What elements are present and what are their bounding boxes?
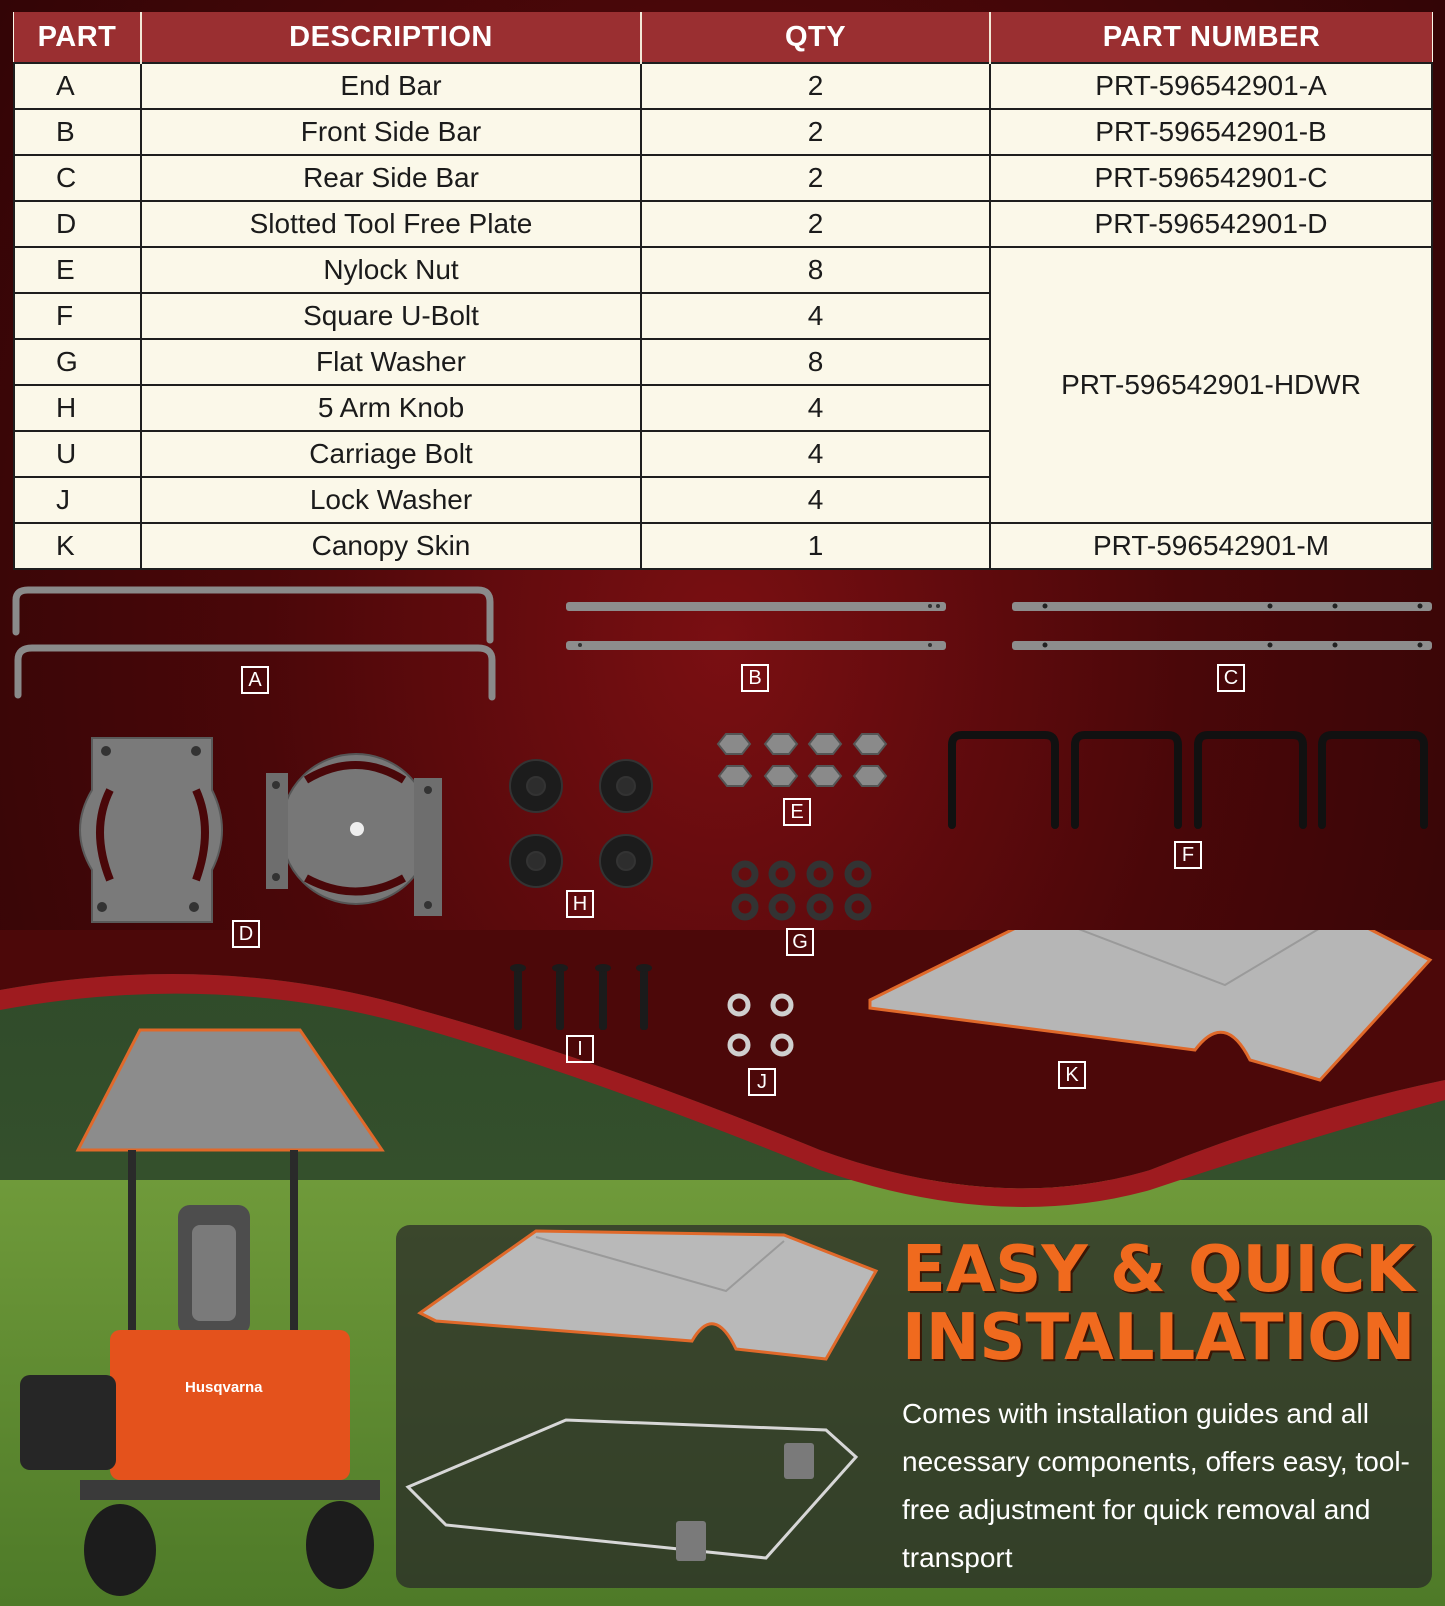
flat-washer-illustration <box>735 864 868 917</box>
mower-wheel <box>84 1504 156 1596</box>
cell-description: 5 Arm Knob <box>141 385 641 431</box>
canopy-skin-preview <box>420 1231 876 1359</box>
cell-part-number: PRT-596542901-D <box>990 201 1432 247</box>
label-j: J <box>748 1068 776 1096</box>
cell-part: H <box>14 385 141 431</box>
square-u-bolt-illustration <box>952 735 1424 825</box>
cell-qty: 4 <box>641 293 990 339</box>
cell-part-number: PRT-596542901-A <box>990 63 1432 109</box>
table-header-row <box>14 12 1432 63</box>
plate-preview <box>784 1443 814 1479</box>
rear-side-bar-illustration <box>1012 602 1432 650</box>
cell-qty: 2 <box>641 109 990 155</box>
label-e: E <box>783 798 811 826</box>
cell-part: G <box>14 339 141 385</box>
cell-part: E <box>14 247 141 293</box>
cell-description: Flat Washer <box>141 339 641 385</box>
five-arm-knob-illustration <box>510 760 652 887</box>
cell-qty: 4 <box>641 385 990 431</box>
label-g: G <box>786 928 814 956</box>
cell-part: D <box>14 201 141 247</box>
cell-part: J <box>14 477 141 523</box>
cell-qty: 8 <box>641 339 990 385</box>
header-part-number: PART NUMBER <box>990 12 1432 63</box>
cell-part: K <box>14 523 141 569</box>
cell-part-number: PRT-596542901-M <box>990 523 1432 569</box>
cell-description: Carriage Bolt <box>141 431 641 477</box>
cell-part: U <box>14 431 141 477</box>
label-c: C <box>1217 664 1245 692</box>
nylock-nut-illustration <box>718 734 886 786</box>
cell-description: Lock Washer <box>141 477 641 523</box>
table-row <box>14 109 1432 155</box>
plate-preview <box>676 1521 706 1561</box>
label-i: I <box>566 1035 594 1063</box>
cell-part-number: PRT-596542901-B <box>990 109 1432 155</box>
label-b: B <box>741 664 769 692</box>
promo-heading-line2: INSTALLATION <box>902 1301 1416 1375</box>
header-description: DESCRIPTION <box>141 12 641 63</box>
cell-description: Slotted Tool Free Plate <box>141 201 641 247</box>
label-a: A <box>241 666 269 694</box>
slotted-plate-illustration <box>80 738 442 922</box>
front-side-bar-illustration <box>566 602 946 650</box>
cell-qty: 2 <box>641 63 990 109</box>
cell-qty: 4 <box>641 431 990 477</box>
cell-part: B <box>14 109 141 155</box>
table-row <box>14 523 1432 569</box>
table-row <box>14 155 1432 201</box>
cell-part-number-hardware: PRT-596542901-HDWR <box>990 247 1432 523</box>
table-row <box>14 63 1432 109</box>
cell-description: End Bar <box>141 63 641 109</box>
mower-body <box>110 1330 350 1480</box>
cell-part: F <box>14 293 141 339</box>
mower-brand-text: Husqvarna <box>185 1379 263 1396</box>
cell-description: Rear Side Bar <box>141 155 641 201</box>
header-qty: QTY <box>641 12 990 63</box>
promo-heading-line1: EASY & QUICK <box>902 1233 1415 1307</box>
cell-qty: 1 <box>641 523 990 569</box>
cell-description: Nylock Nut <box>141 247 641 293</box>
mower-wheel <box>306 1501 374 1589</box>
promo-heading <box>902 1233 1422 1375</box>
cell-qty: 8 <box>641 247 990 293</box>
cell-description: Front Side Bar <box>141 109 641 155</box>
label-f: F <box>1174 841 1202 869</box>
header-part: PART <box>14 12 141 63</box>
cell-qty: 2 <box>641 201 990 247</box>
cell-part-number: PRT-596542901-C <box>990 155 1432 201</box>
cell-part: A <box>14 63 141 109</box>
cell-qty: 4 <box>641 477 990 523</box>
cell-qty: 2 <box>641 155 990 201</box>
parts-table <box>13 12 1433 570</box>
cell-part: C <box>14 155 141 201</box>
table-row <box>14 201 1432 247</box>
promo-body: Comes with installation guides and all necessary components, offers easy, tool-free adjustment for quick removal and transport <box>902 1398 1410 1573</box>
cell-description: Canopy Skin <box>141 523 641 569</box>
label-h: H <box>566 890 594 918</box>
frame-preview <box>408 1420 856 1558</box>
label-k: K <box>1058 1061 1086 1089</box>
cell-description: Square U-Bolt <box>141 293 641 339</box>
parts-diagram <box>0 568 1445 948</box>
table-row <box>14 247 1432 293</box>
label-d: D <box>232 920 260 948</box>
